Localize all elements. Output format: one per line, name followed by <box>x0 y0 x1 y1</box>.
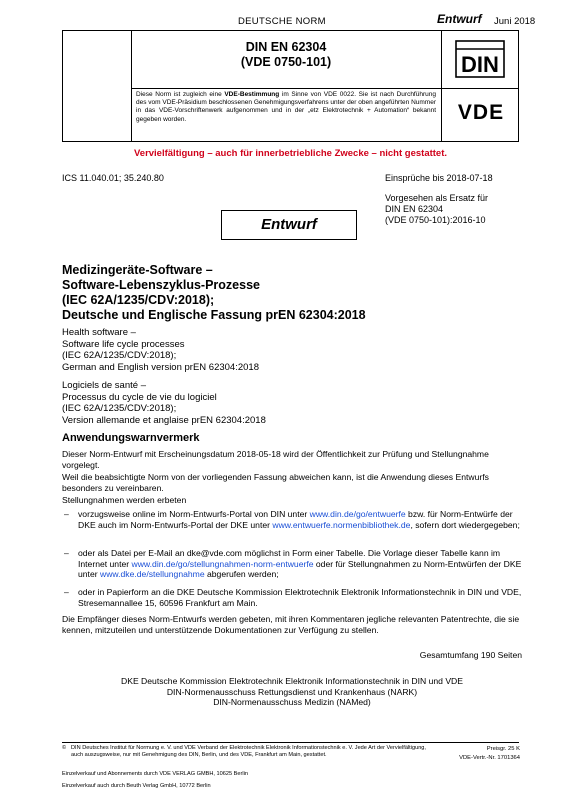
sales-info: Einzelverkauf auch durch Beuth Verlag GmbH, 10772 Berlin <box>62 783 211 789</box>
list-text: oder in Papierform an die DKE Deutsche Kommission Elektrotechnik Elektronik Informationstechnik in DIN und VDE, Stresemannallee 15, 60596 Frankfurt am Main. <box>78 587 522 608</box>
title-line: German and English version prEN 62304:2018 <box>62 361 259 373</box>
title-line: Medizingeräte-Software – <box>62 263 213 277</box>
list-text: vorzugsweise online im Norm-Entwurfs-Portal von DIN unter <box>78 509 310 519</box>
box-divider-middle <box>131 88 519 89</box>
standard-number-block <box>131 40 441 70</box>
list-text: bzw. für Norm-Entwürfe der DKE auch im Norm-Entwurfs-Portal der DKE unter <box>78 509 513 530</box>
vde-logo <box>449 101 513 123</box>
list-dash: – <box>64 587 69 597</box>
price-info <box>440 745 520 763</box>
title-line: (IEC 62A/1235/CDV:2018); <box>62 350 177 361</box>
list-text: oder als Datei per E-Mail an dke@vde.com möglichst in Form einer Tabelle. Die Vorlage dieser Tabelle kann im Internet unter <box>78 548 501 569</box>
standard-number: DIN EN 62304 <box>245 40 327 54</box>
title-line: Processus du cycle de vie du logiciel <box>62 391 217 403</box>
box-divider-right <box>441 30 442 142</box>
warning-paragraph: Die Empfänger dieses Norm-Entwurfs werden gebeten, mit ihren Kommentaren jegliche relevanten Patentrechte, die sie kennen, mitzuteilen und unterstützende Dokumentationen zur Verfügung zu stellen. <box>62 614 520 635</box>
notice-bold: VDE-Bestimmung <box>224 91 280 98</box>
vde-number: (VDE 0750-101) <box>240 55 332 69</box>
footer-rule <box>62 742 519 743</box>
title-line: Version allemande et anglaise prEN 62304:2018 <box>62 414 266 426</box>
price-group: Preisgr. 25 K <box>486 746 520 752</box>
title-line: Software life cycle processes <box>62 338 185 350</box>
list-dash: – <box>64 548 69 558</box>
warning-paragraph: Stellungnahmen werden erbeten <box>62 495 187 505</box>
total-pages: Gesamtumfang 190 Seiten <box>419 650 522 660</box>
title-line: (IEC 62A/1235/CDV:2018); <box>62 403 177 414</box>
dke-comments-link[interactable]: www.dke.de/stellungnahme <box>99 569 205 580</box>
vde-order-number: VDE-Vertr.-Nr. 1701364 <box>459 754 520 761</box>
dke-drafts-link[interactable]: www.entwuerfe.normenbibliothek.de <box>272 519 411 530</box>
replacement-line: DIN EN 62304 <box>385 204 444 214</box>
warning-paragraph: Dieser Norm-Entwurf mit Erscheinungsdatum 2018-05-18 wird der Öffentlichkeit zur Prüfung und Stellungnahme vorgelegt. <box>62 449 489 470</box>
din-logo <box>455 40 505 78</box>
vde-notice <box>136 91 436 124</box>
application-warning-heading: Anwendungswarnvermerk <box>62 432 200 444</box>
replacement-line: (VDE 0750-101):2016-10 <box>385 215 486 225</box>
sales-info: Einzelverkauf und Abonnements durch VDE VERLAG GMBH, 10625 Berlin <box>62 771 248 777</box>
warning-paragraph: Weil die beabsichtigte Norm von der vorliegenden Fassung abweichen kann, ist die Anwendung dieses Entwurfs besonders zu vereinbaren. <box>62 472 489 493</box>
header-status: Entwurf <box>437 12 482 26</box>
list-dash: – <box>64 509 69 519</box>
committee-line: DIN-Normenausschuss Medizin (NAMed) <box>213 697 371 708</box>
vde-logo-text: VDE <box>457 101 505 123</box>
reproduction-notice: Vervielfältigung – auch für innerbetriebliche Zwecke – nicht gestattet. <box>133 148 448 159</box>
copyright-text: DIN Deutsches Institut für Normung e. V. und VDE Verband der Elektrotechnik Elektronik Informationstechnik e. V. Jede Art der Vervielfältigung, auch auszugsweise, nur mit Genehmigung des DIN, Berlin, und des VDE, Frankfurt am Main, gestattet. <box>71 745 426 758</box>
header-date: Juni 2018 <box>494 16 536 27</box>
list-item <box>62 587 524 608</box>
copyright-notice <box>62 745 432 759</box>
notice-pre: Diese Norm ist zugleich eine <box>136 91 225 98</box>
title-french <box>62 380 522 426</box>
title-german <box>62 263 522 323</box>
ics-code: ICS 11.040.01; 35.240.80 <box>62 173 164 183</box>
committees <box>62 676 522 708</box>
title-line: Deutsche und Englische Fassung prEN 62304:2018 <box>62 308 366 322</box>
list-text: oder für Stellungnahmen zu Norm-Entwürfen der DKE unter <box>78 558 522 580</box>
list-item <box>62 509 524 530</box>
title-line: Health software – <box>62 327 136 338</box>
committee-line: DKE Deutsche Kommission Elektrotechnik Elektronik Informationstechnik in DIN und VDE <box>121 676 463 686</box>
comment-deadline: Einsprüche bis 2018-07-18 <box>385 173 493 183</box>
replacement-info <box>385 193 525 226</box>
din-comments-link[interactable]: www.din.de/go/stellungnahmen-norm-entwuerfe <box>131 558 314 569</box>
list-text: , sofern dort wiedergegeben; <box>410 519 520 530</box>
title-line: Software-Lebenszyklus-Prozesse <box>62 278 260 292</box>
header-norm-label: DEUTSCHE NORM <box>238 16 326 27</box>
copyright-symbol: © <box>62 745 67 751</box>
din-logo-text: DIN <box>461 52 499 77</box>
title-line: (IEC 62A/1235/CDV:2018); <box>62 293 215 307</box>
list-text: abgerufen werden; <box>204 569 279 580</box>
notice-post: im Sinne von VDE 0022. Sie ist nach Durchführung des vom VDE-Präsidium beschlossenen Genehmigungsverfahrens unter der oben angeführten Nummer in das VDE-Vorschriftenwerk aufgenommen und in der „etz Elektrotechnik + Automation“ bekannt gegeben worden. <box>136 91 436 123</box>
committee-line: DIN-Normenausschuss Rettungsdienst und Krankenhaus (NARK) <box>166 686 418 697</box>
list-item <box>62 548 524 580</box>
replacement-line: Vorgesehen als Ersatz für <box>385 193 489 203</box>
din-drafts-link[interactable]: www.din.de/go/entwuerfe <box>309 509 406 519</box>
title-english <box>62 327 522 373</box>
draft-label-box: Entwurf <box>221 210 357 240</box>
title-line: Logiciels de santé – <box>62 380 146 391</box>
